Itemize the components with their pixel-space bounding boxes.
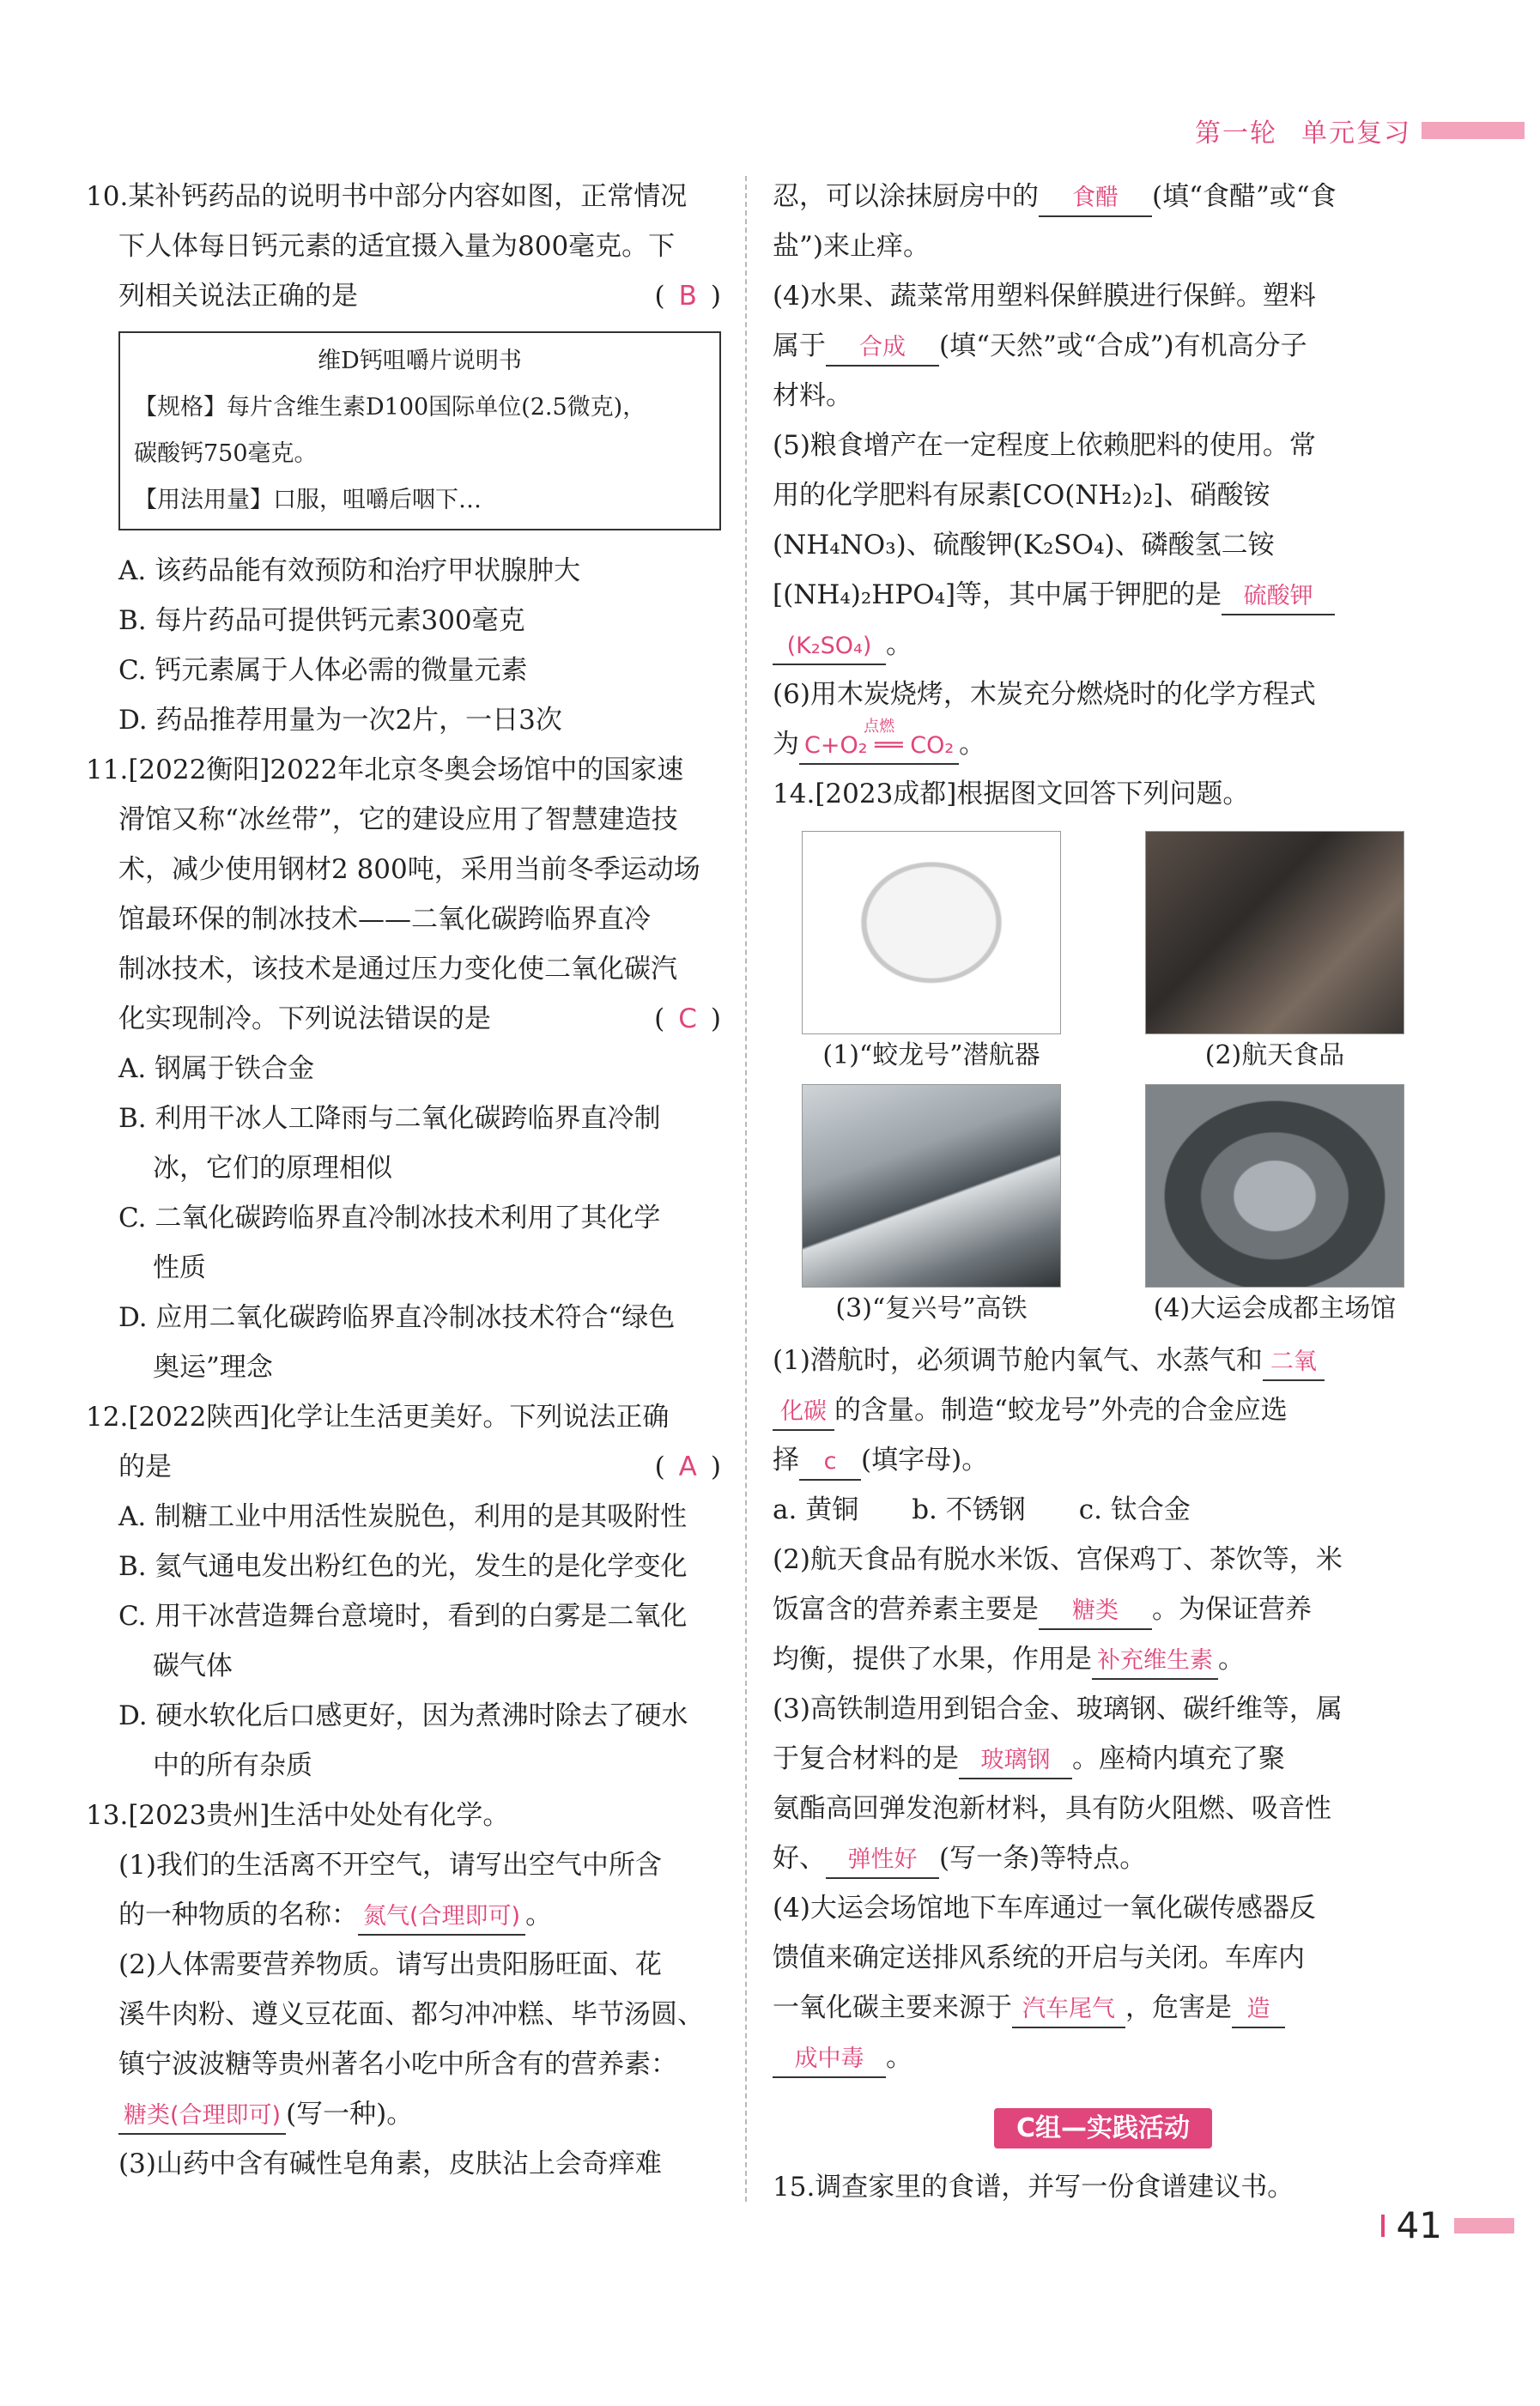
page-footer — [1381, 2204, 1514, 2246]
q11-option-c-2: 性质 — [153, 1252, 206, 1283]
q14-p3-b: 于复合材料的是 — [773, 1743, 959, 1774]
q14-p1-answer-1: 二氧 — [1263, 1345, 1325, 1381]
q15-stem: 调查家里的食谱，并写一份食谱建议书。 — [815, 2172, 1294, 2203]
question-13-part-left: 13.[2023贵州]生活中处处有化学。 (1)我们的生活离不开空气，请写出空气中所含 的一种物质的名称： 氮气(合理即可) 。 (2)人体需要营养物质。请写出贵阳肠旺面、花 溪牛肉粉、遵义豆花面、都匀冲冲糕、毕节汤圆、 镇宁波波糖等贵州著名小吃中所含有的营养素： 糖类(合理即可) (写一种)。 (3)山药中含有碱性皂角素，皮肤沾上会奇痒难 — [86, 1791, 721, 2189]
question-14: 14.[2023成都]根据图文回答下列问题。 (1)“蛟龙号”潜航器 (2)航天食品 (3)“复兴号”高铁 (4)大运会成都主场馆 (1)潜航时，必须调节舱内氧气、水蒸气和 二氧 化碳 的含量。制造“蛟龙号”外壳的合金应选 择 c (填字母)。 a. 黄铜 b. 不锈钢 c. 钛合金 (2)航天食品有脱水米饭、宫保鸡丁、茶饮等，米 饭富含的营养素主要是 糖类 。为保证营养 均衡，提供了水果，作用是 补充维生素 。 (3)高铁制造用到铝合金、玻璃钢、碳纤维等，属 于复合材料的是 玻璃钢 。座椅内填充了聚 氨酯高回弹发泡新材料，具有防火阻燃、吸音性 好、 弹性好 (写一条)等特点。 (4)大运会场馆地下车库通过一氧化碳传感器反 馈值来确定送排风系统的开启与关闭。车库内 一氧化碳主要来源于 汽车尾气 ，危害是 造 成中毒 。 — [773, 769, 1434, 2082]
q10-answer: B — [678, 281, 697, 312]
q10-answer-paren: ( B ) — [654, 281, 721, 312]
caption-2: (2)航天食品 — [1204, 1040, 1345, 1070]
q13-p5-b: 用的化学肥料有尿素[CO(NH₂)₂]、硝酸铵 — [773, 480, 1270, 511]
q12-answer-paren: ( A ) — [654, 1451, 721, 1482]
q14-p4-a: (4)大运会场馆地下车库通过一氧化碳传感器反 — [773, 1893, 1316, 1924]
column-divider — [745, 176, 747, 2202]
q11-stem-1: [2022衡阳]2022年北京冬奥会场馆中的国家速 — [128, 755, 684, 785]
q13-p3-b: 忍，可以涂抹厨房中的 — [773, 181, 1039, 212]
photo-cell-stadium — [1116, 1084, 1434, 1330]
q13-p2-a: (2)人体需要营养物质。请写出贵阳肠旺面、花 — [118, 1949, 662, 1980]
q13-p6-a: (6)用木炭烧烤，木炭充分燃烧时的化学方程式 — [773, 679, 1316, 710]
q13-p5-c: (NH₄NO₃)、硫酸钾(K₂SO₄)、磷酸氢二铵 — [773, 530, 1275, 561]
q15-number: 15. — [773, 2172, 815, 2203]
q10-option-d: D. 药品推荐用量为一次2片，一日3次 — [118, 705, 562, 736]
q11-answer-paren: ( C ) — [654, 1003, 721, 1034]
q14-p1-answer-3: c — [799, 1445, 861, 1481]
q12-option-b: B. 氦气通电发出粉红色的光，发生的是化学变化 — [118, 1551, 688, 1582]
q13-p2-b: 溪牛肉粉、遵义豆花面、都匀冲冲糕、毕节汤圆、 — [118, 1999, 704, 2030]
footer-decor-bar — [1454, 2218, 1514, 2233]
q14-p3-c: 。座椅内填充了聚 — [1072, 1743, 1285, 1774]
high-speed-train-photo — [802, 1084, 1061, 1288]
q14-p4-d: ，危害是 — [1125, 1992, 1232, 2023]
question-10 — [86, 172, 721, 745]
q13-number: 13. — [86, 1800, 129, 1831]
page-tick-mark — [1381, 2215, 1385, 2237]
q12-stem-1: [2022陕西]化学让生活更美好。下列说法正确 — [128, 1402, 670, 1433]
section-tag — [773, 2103, 1434, 2154]
q13-p4-a: (4)水果、蔬菜常用塑料保鲜膜进行保鲜。塑料 — [773, 281, 1316, 312]
q10-option-c: C. 钙元素属于人体必需的微量元素 — [118, 655, 528, 686]
header-part2: 单元复习 — [1301, 118, 1411, 148]
q11-stem-3: 术，减少使用钢材2 800吨，采用当前冬季运动场 — [118, 854, 700, 885]
q14-p1-d: (填字母)。 — [861, 1445, 989, 1476]
q13-p6-answer — [799, 718, 959, 765]
q13-p3-c: (填“食醋”或“食 — [1152, 181, 1337, 212]
q14-p3-a: (3)高铁制造用到铝合金、玻璃钢、碳纤维等，属 — [773, 1694, 1343, 1724]
q14-p4-c: 一氧化碳主要来源于 — [773, 1992, 1012, 2023]
photo-cell-train — [773, 1084, 1090, 1330]
q14-p2-answer-1: 糖类 — [1039, 1594, 1152, 1630]
q14-p4-answer-2b: 成中毒 — [773, 2042, 886, 2078]
q13-p3-d: 盐”)来止痒。 — [773, 231, 930, 262]
box-line-3: 【用法用量】口服，咀嚼后咽下… — [134, 487, 482, 513]
page-number: 41 — [1396, 2204, 1442, 2246]
question-11 — [86, 745, 721, 1392]
space-food-photo — [1145, 831, 1404, 1034]
box-title: 维D钙咀嚼片说明书 — [318, 348, 522, 374]
q13-p3-a: (3)山药中含有碱性皂角素，皮肤沾上会奇痒难 — [118, 2148, 662, 2179]
q13-p3-answer: 食醋 — [1039, 181, 1152, 217]
q14-p3-answer-1: 玻璃钢 — [959, 1743, 1072, 1779]
q12-option-d-2: 中的所有杂质 — [153, 1750, 312, 1781]
q11-stem-4: 馆最环保的制冰技术——二氧化碳跨临界直冷 — [118, 904, 651, 935]
q14-p4-b: 馈值来确定送排风系统的开启与关闭。车库内 — [773, 1942, 1305, 1973]
q13-p6-condition: 点燃 — [864, 718, 895, 736]
q14-p3-f: (写一条)等特点。 — [939, 1843, 1147, 1874]
q12-number: 12. — [86, 1402, 129, 1433]
q11-stem-2: 滑馆又称“冰丝带”，它的建设应用了智慧建造技 — [118, 804, 678, 835]
q14-p2-a: (2)航天食品有脱水米饭、宫保鸡丁、茶饮等，米 — [773, 1544, 1343, 1575]
q11-option-d-2: 奥运”理念 — [153, 1352, 273, 1383]
caption-3: (3)“复兴号”高铁 — [835, 1294, 1028, 1324]
q10-stem-2: 下人体每日钙元素的适宜摄入量为800毫克。下 — [118, 231, 676, 262]
photo-cell-space-food — [1116, 831, 1434, 1077]
medicine-instructions-box — [118, 331, 721, 530]
q11-stem-5: 制冰技术，该技术是通过压力变化使二氧化碳汽 — [118, 954, 677, 985]
right-column — [773, 172, 1434, 2212]
q11-option-a: A. 钢属于铁合金 — [118, 1053, 315, 1084]
q14-number: 14. — [773, 779, 815, 809]
q13-p1-a: (1)我们的生活离不开空气，请写出空气中所含 — [118, 1850, 662, 1881]
q14-p1-options: a. 黄铜 b. 不锈钢 c. 钛合金 — [773, 1494, 1191, 1525]
submersible-photo — [802, 831, 1061, 1034]
header-part1: 第一轮 — [1195, 118, 1277, 148]
q13-p2-answer: 糖类(合理即可) — [118, 2099, 286, 2135]
q14-p4-answer-2a: 造 — [1232, 1992, 1285, 2028]
question-13-part-right: 忍，可以涂抹厨房中的 食醋 (填“食醋”或“食 盐”)来止痒。 (4)水果、蔬菜常用塑料保鲜膜进行保鲜。塑料 属于 合成 (填“天然”或“合成”)有机高分子 材料。 (5)粮食增产在一定程度上依赖肥料的使用。常 用的化学肥料有尿素[CO(NH₂)₂]、硝酸铵 (NH₄NO₃)、硫酸钾(K₂SO₄)、磷酸氢二铵 [(NH₄)₂HPO₄]等，其中属于钾肥的是 硫酸钾 (K₂SO₄) 。 (6)用木炭烧烤，木炭充分燃烧时的化学方程式 为 点燃 C+O₂ ══ CO₂ 。 — [773, 172, 1434, 769]
q13-p5-a: (5)粮食增产在一定程度上依赖肥料的使用。常 — [773, 430, 1316, 461]
section-tag-label: C组—实践活动 — [994, 2108, 1212, 2148]
q12-option-a: A. 制糖工业中用活性炭脱色，利用的是其吸附性 — [118, 1501, 688, 1532]
header-text — [1171, 112, 1411, 149]
q13-p5-answer-2: (K₂SO₄) — [773, 629, 886, 665]
q11-option-c-1: C. 二氧化碳跨临界直冷制冰技术利用了其化学 — [118, 1203, 661, 1233]
q11-option-d-1: D. 应用二氧化碳跨临界直冷制冰技术符合“绿色 — [118, 1302, 676, 1333]
q11-answer: C — [678, 1003, 697, 1034]
q14-p1-c: 择 — [773, 1445, 799, 1476]
q11-option-b-2: 冰，它们的原理相似 — [153, 1153, 392, 1184]
q14-p3-d: 氨酯高回弹发泡新材料，具有防火阻燃、吸音性 — [773, 1793, 1331, 1824]
q14-p2-answer-2: 补充维生素 — [1092, 1644, 1218, 1680]
q13-p1-b: 的一种物质的名称： — [118, 1900, 358, 1930]
q10-option-b: B. 每片药品可提供钙元素300毫克 — [118, 605, 525, 636]
stadium-photo — [1145, 1084, 1404, 1288]
photo-cell-submersible — [773, 831, 1090, 1077]
page-header — [1171, 112, 1525, 149]
q14-p1-a: (1)潜航时，必须调节舱内氧气、水蒸气和 — [773, 1345, 1263, 1376]
box-line-1: 【规格】每片含维生素D100国际单位(2.5微克)， — [134, 394, 646, 421]
q14-p3-e: 好、 — [773, 1843, 826, 1874]
q14-photo-grid — [773, 831, 1434, 1330]
q10-stem-1: 某补钙药品的说明书中部分内容如图，正常情况 — [128, 181, 688, 212]
q13-p4-c: (填“天然”或“合成”)有机高分子 — [939, 330, 1307, 361]
q10-option-a: A. 该药品能有效预防和治疗甲状腺肿大 — [118, 555, 581, 586]
q13-p4-b: 属于 — [773, 330, 826, 361]
caption-4: (4)大运会成都主场馆 — [1153, 1294, 1397, 1324]
left-column — [86, 172, 721, 2189]
q11-option-b-1: B. 利用干冰人工降雨与二氧化碳跨临界直冷制 — [118, 1103, 661, 1134]
q12-option-d-1: D. 硬水软化后口感更好，因为煮沸时除去了硬水 — [118, 1700, 688, 1731]
q14-p2-d: 均衡，提供了水果，作用是 — [773, 1644, 1092, 1675]
q13-p4-answer: 合成 — [826, 330, 939, 367]
q14-p1-b: 的含量。制造“蛟龙号”外壳的合金应选 — [834, 1395, 1288, 1426]
q14-p2-b: 饭富含的营养素主要是 — [773, 1594, 1039, 1625]
q12-answer: A — [678, 1451, 697, 1482]
q13-p5-answer-1: 硫酸钾 — [1222, 579, 1335, 615]
q10-number: 10. — [86, 181, 129, 212]
q10-stem-3: 列相关说法正确的是 — [118, 281, 358, 312]
question-12 — [86, 1392, 721, 1791]
q14-p1-answer-2: 化碳 — [773, 1395, 834, 1431]
question-15 — [773, 2162, 1434, 2212]
q11-number: 11. — [86, 755, 129, 785]
q13-p1-answer: 氮气(合理即可) — [358, 1900, 525, 1936]
q13-p6-b: 为 — [773, 729, 799, 760]
q14-p4-answer-1: 汽车尾气 — [1012, 1992, 1125, 2028]
q13-stem: [2023贵州]生活中处处有化学。 — [128, 1800, 510, 1831]
q14-stem: [2023成都]根据图文回答下列问题。 — [815, 779, 1250, 809]
q13-p2-c: 镇宁波波糖等贵州著名小吃中所含有的营养素： — [118, 2049, 677, 2080]
q13-p6-equation: C+O₂ ══ CO₂ — [804, 732, 955, 759]
q13-p5-d: [(NH₄)₂HPO₄]等，其中属于钾肥的是 — [773, 579, 1222, 610]
q12-option-c-2: 碳气体 — [153, 1651, 233, 1682]
q11-stem-6: 化实现制冷。下列说法错误的是 — [118, 1003, 491, 1034]
q14-p3-answer-2: 弹性好 — [826, 1843, 939, 1879]
caption-1: (1)“蛟龙号”潜航器 — [822, 1040, 1040, 1070]
q13-p2-tail: (写一种)。 — [286, 2099, 414, 2130]
q13-p4-d: 材料。 — [773, 380, 852, 411]
box-line-2: 碳酸钙750毫克。 — [134, 440, 318, 467]
header-decor-bar — [1422, 122, 1525, 139]
q14-p2-c: 。为保证营养 — [1152, 1594, 1312, 1625]
q12-option-c-1: C. 用干冰营造舞台意境时，看到的白雾是二氧化 — [118, 1601, 688, 1632]
q12-stem-2: 的是 — [118, 1451, 172, 1482]
